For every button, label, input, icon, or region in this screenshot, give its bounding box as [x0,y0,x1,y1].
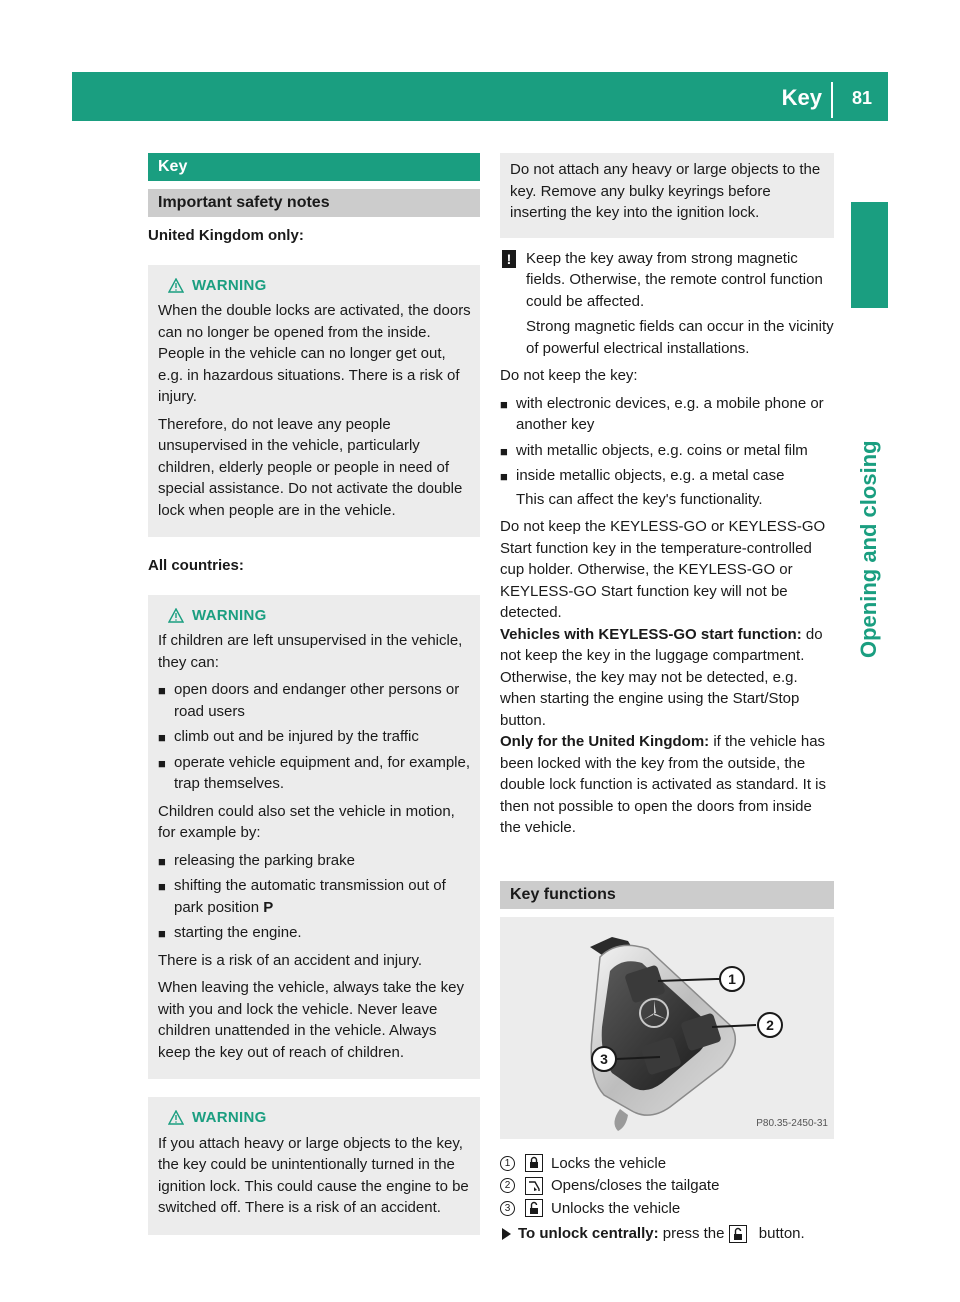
warning-text: If children are left unsupervised in the vehicle, they can: [158,632,463,671]
legend-number: 3 [500,1201,515,1216]
all-countries-label: All countries: [148,557,244,574]
list-item: ■ operate vehicle equipment and, for example, trap themselves. [158,753,471,792]
legend-row-unlock: 3 Unlocks the vehicle [500,1198,834,1220]
warning-text: Therefore, do not leave any people unsupervised in the vehicle, particularly children, elderly people or people in need of special assistance. Do not activate the double lock when people are in the vehicle. [158,415,463,519]
list-item: ■ shifting the automatic transmission out of park position P [158,877,446,916]
bullet-icon: ■ [158,879,166,894]
section-title-key: Key [148,153,480,181]
bullet-icon: ■ [158,926,166,941]
warning-triangle-icon [168,608,184,623]
step-arrow-icon [502,1228,511,1240]
unlock-icon [525,1199,543,1217]
lock-icon [525,1154,543,1172]
legend-number: 2 [500,1178,515,1193]
keep-list [500,393,834,487]
subsection-title-safety: Important safety notes [148,189,480,217]
list-item: ■ releasing the parking brake [158,850,472,872]
svg-text:2: 2 [766,1016,774,1033]
body-text: Do not keep the KEYLESS-GO or KEYLESS-GO Start function key in the temperature-controlled cup holder. Otherwise, the KEYLESS-GO or KEYLESS-GO Start function key will not be detected. [500,518,826,621]
header-separator [831,82,833,118]
bullet-icon: ■ [158,683,166,698]
key-fob-image [500,917,834,1139]
bullet-icon: ■ [158,755,166,771]
warning-text: If you attach heavy or large objects to the key, the key could be unintentionally turned in the ignition lock. This could cause the engine to be switched off. There is a risk of an accident. [158,1134,469,1216]
bullet-icon: ■ [158,853,166,869]
figure-code: P80.35-2450-31 [756,1118,828,1129]
side-chapter-label: Opening and closing [856,440,881,658]
warning-text: Do not attach any heavy or large objects to the key. Remove any bulky keyrings before inserting the key into the ignition lock. [510,161,821,221]
right-column [500,153,834,1245]
warning-heading: WARNING [168,605,472,627]
list-item: ■ with electronic devices, e.g. a mobile phone or another key [500,394,824,433]
header-title: Key [781,85,822,110]
bullet-icon: ■ [158,730,166,745]
exclamation-note-icon: ! [502,250,516,268]
unlock-icon [729,1225,747,1243]
list-item: ■ open doors and endanger other persons or road users [158,681,460,720]
list-item: ■ starting the engine. [158,922,472,944]
subsection-title-key-functions: Key functions [500,881,834,909]
bullet-icon: ■ [500,443,508,459]
tailgate-icon [525,1177,543,1195]
warning-text: There is a risk of an accident and injury. [158,951,423,969]
uk-only-label: United Kingdom only: [148,227,304,244]
instruction-step: To unlock centrally: press the button. [500,1223,834,1245]
list-item: ■ inside metallic objects, e.g. a metal case [500,465,834,487]
side-tab-marker [851,202,888,308]
svg-text:1: 1 [728,970,736,987]
warning-continuation-box [500,153,834,238]
body-text: Do not keep the key: [500,367,638,384]
page-header-bar [72,72,888,121]
list-item: ■ climb out and be injured by the traffic [158,726,472,748]
note-block: ! Keep the key away from strong magnetic fields. Otherwise, the remote control function could be affected. Strong magnetic fields can occur in the vicinity of powerful electrical installations. [500,248,834,360]
list-item: ■ with metallic objects, e.g. coins or metal film [500,440,834,462]
warning-box-1 [148,265,480,538]
page-number: 81 [851,88,872,108]
legend-row-lock: 1 Locks the vehicle [500,1153,834,1175]
legend-row-tailgate: 2 Opens/closes the tailgate [500,1175,834,1197]
warning-text: When leaving the vehicle, always take the key with you and lock the vehicle. Never leave children unattended in the vehicle. Always keep the key out of reach of children. [158,979,464,1061]
warning-triangle-icon [168,1110,184,1125]
warning-list [158,850,472,944]
svg-text:3: 3 [600,1050,608,1067]
key-illustration [500,917,834,1139]
left-column [148,153,480,1253]
warning-text: Children could also set the vehicle in motion, for example by: [158,802,455,841]
warning-box-3 [148,1097,480,1235]
warning-heading: WARNING [168,275,472,297]
body-text: Vehicles with KEYLESS-GO start function: do not keep the key in the luggage compartment. Otherwise, the key may not be detected, e.g. when starting the engine using the Start/Stop button. [500,625,823,729]
warning-triangle-icon [168,278,184,293]
body-text: Only for the United Kingdom: if the vehicle has been locked with the key from the outside, the double lock function is activated as standard. It is then not possible to open the doors from inside the vehicle. [500,733,827,836]
bullet-icon: ■ [500,469,508,484]
warning-box-2 [148,595,480,1080]
warning-heading: WARNING [168,1107,472,1129]
body-text: This can affect the key's functionality. [516,490,763,508]
warning-text: When the double locks are activated, the doors can no longer be opened from the inside. People in the vehicle can no longer get out, e.g. in hazardous situations. There is a risk of injury. [158,302,471,405]
warning-list [158,679,472,795]
legend-number: 1 [500,1156,515,1171]
bullet-icon: ■ [500,396,508,412]
